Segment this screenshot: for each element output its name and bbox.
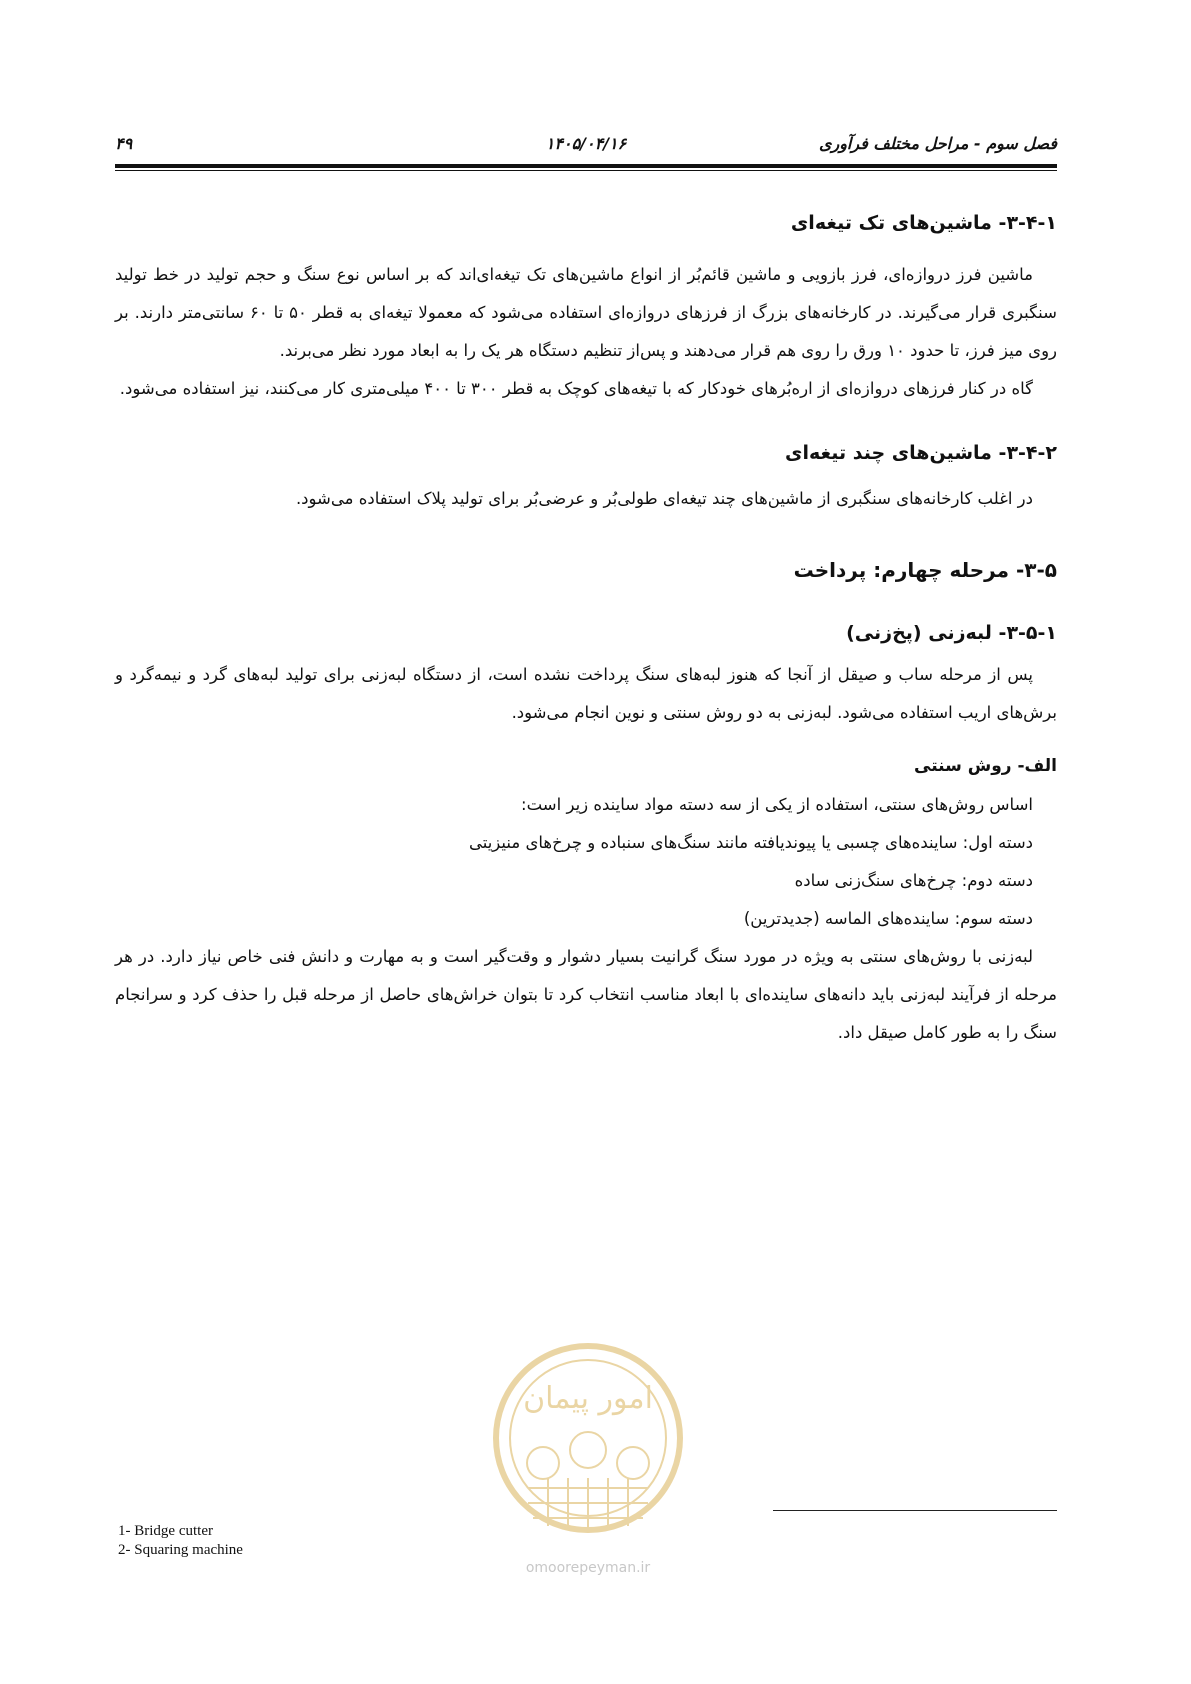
section-heading-finishing: ۳-۵- مرحله چهارم: پرداخت [793, 558, 1057, 582]
chapter-title: فصل سوم - مراحل مختلف فرآوری [818, 134, 1057, 153]
paragraph-auto-saws: گاه در کنار فرزهای دروازه‌ای از اره‌بُرهای خودکار که با تیغه‌های کوچک به قطر ۳۰۰ تا ۴۰۰ میلی‌متری کار می‌کنند، نیز استفاده می‌شود. [119, 379, 1033, 398]
paragraph-edging: پس از مرحله ساب و صیقل از آنجا که هنوز لبه‌های سنگ پرداخت نشده است، از دستگاه لبه‌زنی برای تولید لبه‌های گرد و نیمه‌گرد و برش‌های اریب استفاده می‌شود. لبه‌زنی به دو روش سنتی و نوین انجام می‌شود. [115, 665, 1057, 722]
list-item: اساس روش‌های سنتی، استفاده از یکی از سه دسته مواد ساینده زیر است: [521, 795, 1033, 814]
watermark-url: omoorepeyman.ir [525, 1560, 651, 1576]
page-body [115, 212, 1057, 1052]
page-number: ۴۹ [115, 134, 133, 153]
watermark-logo [488, 1338, 688, 1578]
footnote-1: 1- Bridge cutter [118, 1523, 213, 1539]
list-item: دسته اول: ساینده‌های چسبی یا پیوندیافته مانند سنگ‌های سنباده و چرخ‌های منیزیتی [468, 833, 1033, 852]
footnote-2: 2- Squaring machine [118, 1542, 243, 1558]
section-heading-single-blade: ۳-۴-۱- ماشین‌های تک تیغه‌ای [790, 212, 1057, 234]
paragraph-multi-blade: در اغلب کارخانه‌های سنگبری از ماشین‌های چند تیغه‌ای طولی‌بُر و عرضی‌بُر برای تولید پلاک استفاده می‌شود. [295, 489, 1033, 508]
abrasive-list [115, 786, 1057, 938]
list-item: دسته سوم: ساینده‌های الماسه (جدیدترین) [743, 909, 1033, 928]
header-date: ۱۴۰۵/۰۴/۱۶ [545, 134, 627, 153]
footnotes [118, 1522, 243, 1560]
header-rule-thin [115, 170, 1057, 171]
subheading-traditional-method: الف- روش سنتی [914, 756, 1057, 776]
paragraph-traditional-edging: لبه‌زنی با روش‌های سنتی به ویژه در مورد سنگ گرانیت بسیار دشوار و وقت‌گیر است و به مهارت و دانش فنی خاص نیاز دارد. در هر مرحله از فرآیند لبه‌زنی باید دانه‌های ساینده‌ای با ابعاد مناسب انتخاب کرد تا بتوان خراش‌های حاصل از مرحله قبل را حذف کرد و سرانجام سنگ را به طور کامل صیقل داد. [115, 947, 1057, 1042]
paragraph-single-blade: ماشین فرز دروازه‌ای، فرز بازویی و ماشین قائم‌بُر از انواع ماشین‌های تک تیغه‌ای‌اند که بر اساس نوع سنگ و حجم تولید در خط تولید سنگبری قرار می‌گیرند. در کارخانه‌های بزرگ از فرزهای دروازه‌ای استفاده می‌شود که معمولا تیغه‌ای به قطر ۵۰ تا ۶۰ سانتی‌متر دارند. بر روی میز فرز، تا حدود ۱۰ ورق را روی هم قرار می‌دهند و پس‌از تنظیم دستگاه هر یک‌ را به ابعاد مورد نظر می‌برند. [115, 265, 1057, 360]
running-header [115, 128, 1057, 162]
header-rule [115, 164, 1057, 168]
footnote-rule [773, 1510, 1057, 1511]
section-heading-edging: ۳-۵-۱- لبه‌زنی (پخ‌زنی) [846, 622, 1057, 644]
watermark-logo-text: امور پیمان [523, 1381, 653, 1416]
section-heading-multi-blade: ۳-۴-۲- ماشین‌های چند تیغه‌ای [785, 442, 1057, 464]
list-item: دسته دوم: چرخ‌های سنگ‌زنی ساده [794, 871, 1033, 890]
